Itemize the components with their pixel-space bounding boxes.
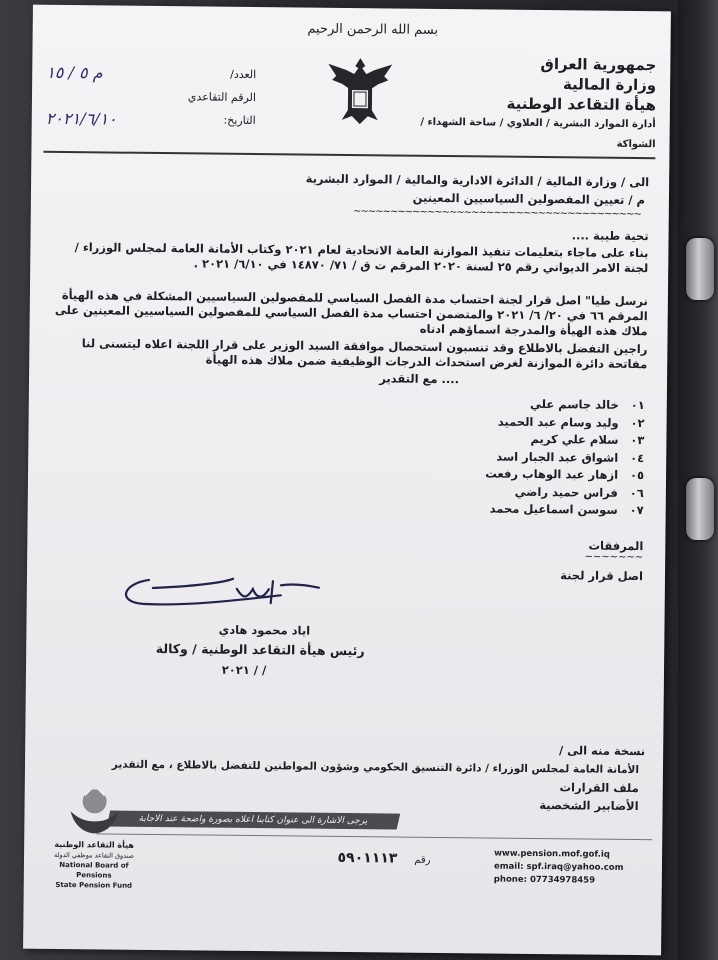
greeting: تحية طيبة ....: [571, 228, 649, 244]
paragraph-3: راجين التفضل بالاطلاع وقد تنسبون استحصال موافقة السيد الوزير على قرار اللجنة اعلاه ليتسنى لنا مفاتحة دائرة الموازنة لغرض استحداث الدرجات الوظيفية ضمن ملاك هذه الهيأة: [81, 336, 648, 372]
binder-edge: [678, 0, 718, 960]
ref-number-label: العدد/: [230, 67, 257, 82]
list-item: ٠٦ فراس حميد راضي: [514, 484, 644, 500]
binder-ring: [686, 238, 714, 300]
ref-number-value: م ٥ / ١٥: [46, 62, 103, 83]
subject-line: م / تعيين المفصولين السياسيين المعينين: [412, 190, 646, 208]
binder-ring: [686, 478, 714, 540]
email-link[interactable]: email: spf.iraq@yahoo.com: [493, 861, 624, 873]
phone-number: phone: 07734978459: [493, 874, 596, 886]
paragraph-1: بناء على ماجاء بتعليمات تنفيذ الموازنة العامة الاتحادية لعام ٢٠٢١ وكتاب الأمانة العامة لمجلس الوزراء / لجنة الامر الديواني رقم ٢٥ لسنة ٢٠٢٠ المرقم ت ق / ٧١/ ١٤٨٧٠ في ٦/١٠/ ٢٠٢١ .: [74, 240, 649, 276]
paragraph-2: نرسل طيا" اصل قرار لجنة احتساب مدة الفصل السياسي للمفصولين السياسيين المشكلة في هذه الهيأة المرقم ٦٦ في ٢٠/ ٦/ ٢٠٢١ والمتضمن احتساب مدة الفصل السياسي للمفصولين السياسيين المعينين على ملاك هذه الهيأة والمدرجة اسماؤهم ادناه: [54, 288, 648, 339]
department-address: أدارة الموارد البشرية / العلاوي / ساحة الشهداء / الشواكة: [420, 116, 656, 151]
list-item: ٠٧ سوسن اسماعيل محمد: [489, 501, 644, 518]
date-label: التاريخ:: [223, 113, 256, 128]
contact-info: [494, 848, 664, 889]
list-item: ٠١ خالد جاسم علي: [530, 396, 645, 413]
signatory-title: رئيس هيأة التقاعد الوطنية / وكالة: [155, 641, 365, 659]
list-item: ٠٥ ازهار عبد الوهاب رفعت: [485, 466, 645, 483]
signatory-name: اياد محمود هادي: [218, 622, 311, 638]
closing: .... مع التقدير: [379, 371, 460, 387]
list-item: ٠٤ اشواق عبد الجبار اسد: [496, 449, 645, 465]
names-list: [344, 394, 645, 520]
logo-english-1: National Board of Pensions: [59, 861, 129, 880]
serial-label: رقم: [414, 854, 431, 866]
authority-title: هيأة التقاعد الوطنية: [506, 94, 657, 115]
letterhead: [405, 53, 656, 156]
hands-logo-icon: [64, 785, 125, 838]
serial-number: [284, 849, 484, 867]
logo-english-2: State Pension Fund: [55, 880, 133, 890]
website-link[interactable]: www.pension.mof.gof.iq: [494, 848, 610, 860]
attachments-item: اصل قرار لجنة: [560, 568, 644, 584]
footer-divider: [96, 833, 652, 840]
date-value: ٢٠٢١/٦/١٠: [45, 108, 117, 129]
list-item: ٠٣ سلام علي كريم: [530, 431, 645, 448]
attachments-underline: ~~~~~~~: [584, 551, 644, 564]
logo-arabic-name: هيأة التقاعد الوطنية: [54, 839, 135, 850]
footer-notice: يرجى الاشارة الى عنوان كتابنا اعلاه بصورة واضحة عند الاجابة: [107, 811, 401, 830]
basmala: بسم الله الرحمن الرحيم: [307, 21, 439, 38]
authority-logo: [46, 785, 143, 891]
list-item: ٠٢ وليد وسام عبد الحميد: [497, 414, 645, 430]
copy-recipient-1: الأمانة العامة لمجلس الوزراء / دائرة التنسيق الحكومي وشؤون المواطنين للتفضل بالاطلاع ، مع التقدير: [111, 758, 640, 777]
pension-number-label: الرقم التقاعدي: [187, 90, 257, 105]
signature-date: / / ٢٠٢١: [221, 662, 267, 678]
republic-title: جمهورية العراق: [540, 55, 657, 75]
copies-label: نسخة منه الى /: [558, 743, 646, 759]
attachments-label: المرفقات: [588, 538, 644, 554]
ministry-title: وزارة المالية: [562, 75, 657, 95]
reference-block: [46, 61, 257, 132]
subject-underline: ~~~~~~~~~~~~~~~~~~~~~~~~~~~~~~~~~~~~~~~: [352, 206, 641, 221]
recipient-line: الى / وزارة المالية / الدائرة الادارية والمالية / الموارد البشرية: [305, 171, 650, 190]
document-page: [23, 5, 671, 956]
eagle-emblem-icon: [322, 54, 399, 129]
logo-arabic-sub: صندوق التقاعد موظفي الدولة: [53, 850, 135, 860]
serial-value: ٥٩٠١١١٣: [337, 849, 398, 867]
copy-recipient-3: الأضابير الشخصية: [539, 798, 639, 814]
copy-recipient-2: ملف القرارات: [559, 780, 639, 796]
